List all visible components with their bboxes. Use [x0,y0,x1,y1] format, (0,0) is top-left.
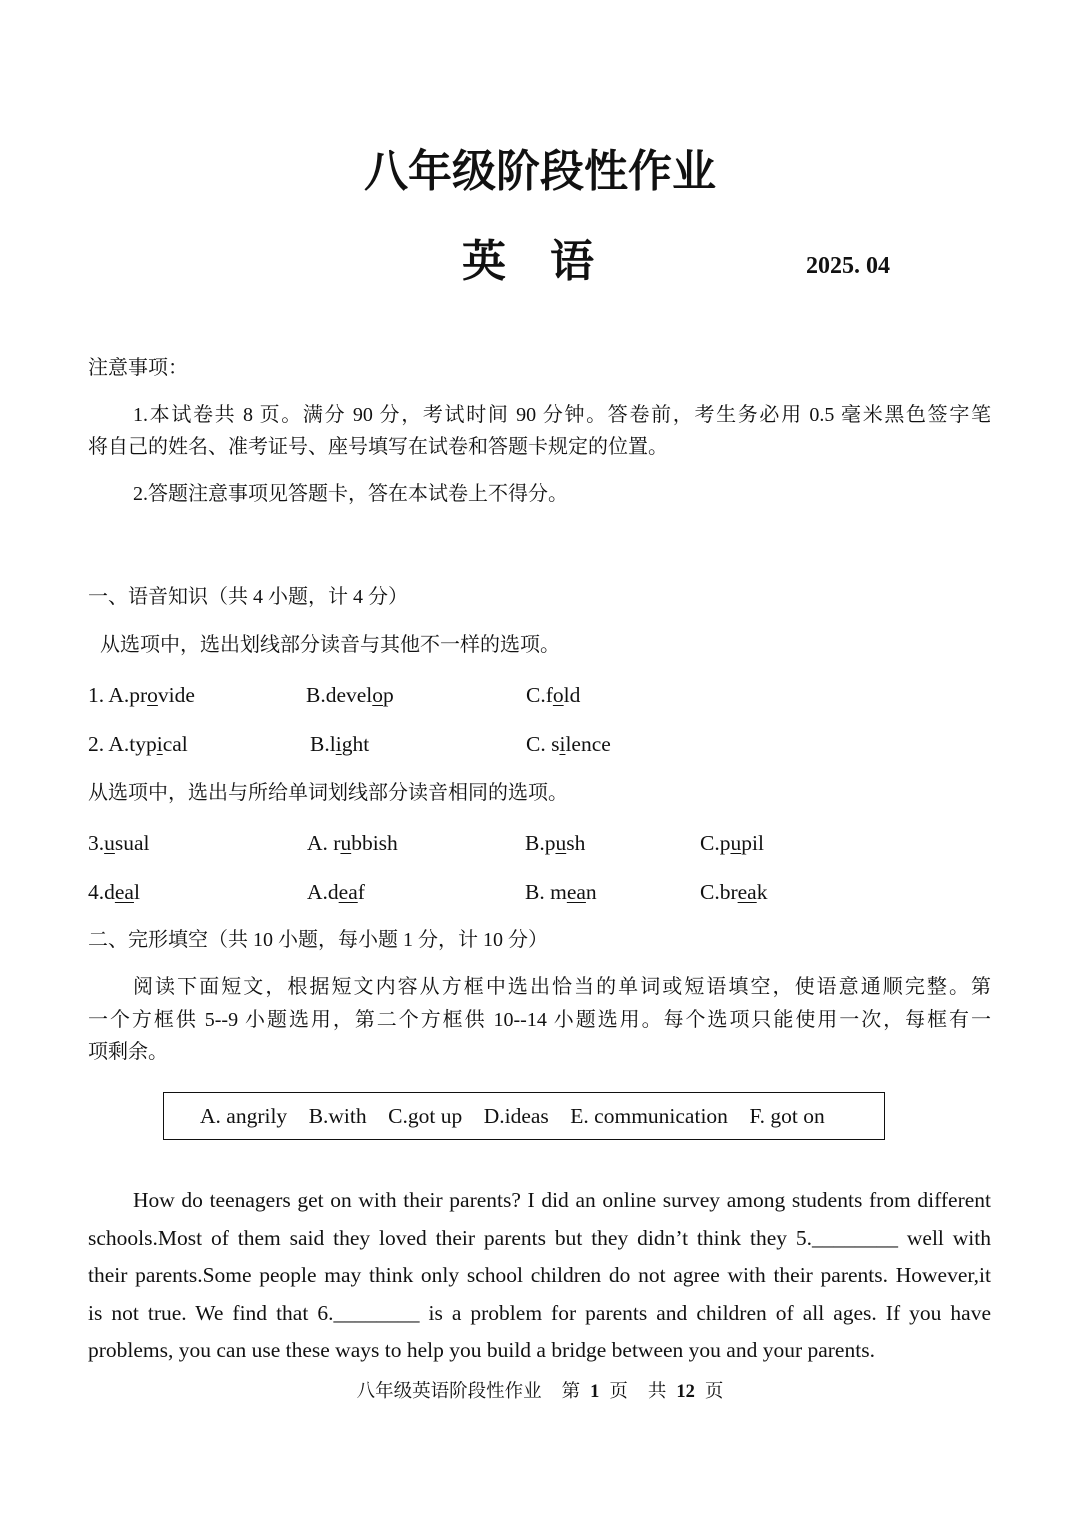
notice-item-1-line-2: 将自己的姓名、准考证号、座号填写在试卷和答题卡规定的位置。 [88,436,668,458]
question-3-option-c [700,831,764,855]
passage-line-5: problems, you can use these ways to help you build a bridge between you and your parents. [88,1338,875,1362]
underlined-letters: u [340,831,352,855]
option-text: A.typ [108,732,157,756]
passage-line-3: their parents.Some people may think only school children do not agree with their parents. However,it [88,1263,991,1287]
footer-title: 八年级英语阶段性作业 [356,1382,542,1402]
underlined-letters: i [559,732,566,756]
question-number: 3. [88,831,105,855]
option-text: B.p [525,831,556,855]
section-2-instruction-line-2: 一个方框供 5--9 小题选用，第二个方框供 10--14 小题选用。每个选项只能使用一次，每框有一 [88,1009,991,1031]
question-2-option-b [310,732,369,756]
option-text-end: lence [565,732,611,756]
question-number: 1. [88,683,105,707]
footer-page-prefix: 第 [561,1382,581,1402]
question-number: 4. [88,880,105,904]
question-4-option-b [525,880,597,904]
option-text-end: f [357,880,365,904]
option-text-end: p [383,683,394,707]
footer-total-suffix: 页 [704,1382,724,1402]
underlined-letters: o [552,683,564,707]
footer-total-pages: 12 [676,1382,695,1402]
option-text: C. s [526,732,560,756]
option-text: C.f [526,683,553,707]
question-1-option-a [88,683,195,707]
word-box-option-d: D.ideas [483,1103,549,1128]
underlined-letters: o [372,683,384,707]
word-box-option-a: A. angrily [200,1103,288,1128]
underlined-letters: ea [114,880,134,904]
underlined-letters: ea [566,880,586,904]
question-4-option-c [700,880,767,904]
option-text: B.devel [306,683,373,707]
option-text-end: cal [162,732,188,756]
option-text: B.l [310,732,336,756]
option-text: A.d [307,880,339,904]
passage-line-4: is not true. We find that 6.________ is a problem for parents and children of all ages. If you have [88,1301,991,1325]
question-4-option-a [307,880,365,904]
section-1-heading: 一、语音知识（共 4 小题，计 4 分） [88,586,408,608]
section-2-instruction-line-1: 阅读下面短文，根据短文内容从方框中选出恰当的单词或短语填空，使语意通顺完整。第 [133,976,991,998]
question-number: 2. [88,732,105,756]
question-1-option-c [526,683,580,707]
footer-page-suffix: 页 [609,1382,628,1402]
notice-item-2: 2.答题注意事项见答题卡，答在本试卷上不得分。 [133,483,568,505]
question-2-option-a [88,732,188,756]
underlined-letters: u [104,831,115,855]
underlined-letters: o [147,683,158,707]
option-text-end: pil [741,831,764,855]
underlined-letters: u [555,831,567,855]
section-1-instruction-2: 从选项中，选出与所给单词划线部分读音相同的选项。 [88,782,568,804]
question-1-row [0,683,1080,707]
underlined-letters: u [730,831,742,855]
passage-line-2: schools.Most of them said they loved their parents but they didn’t think they 5.________ well with [88,1226,991,1250]
underlined-letters: i [156,732,163,756]
question-2-row [0,732,1080,756]
word-box [163,1092,885,1140]
option-text-end: k [756,880,768,904]
option-text: B. m [525,880,567,904]
option-text-end: ld [563,683,581,707]
notice-item-1-line-1: 1.本试卷共 8 页。满分 90 分，考试时间 90 分钟。答卷前，考生务必用 0.5 毫米黑色签字笔 [133,404,991,426]
notice-heading: 注意事项： [88,357,188,379]
question-4-word [88,880,140,904]
exam-title: 八年级阶段性作业 [364,146,716,197]
option-text-end: vide [157,683,195,707]
question-2-option-c [526,732,611,756]
underlined-letters: ea [737,880,757,904]
option-text-end: ght [341,732,370,756]
option-text: A.pr [108,683,148,707]
exam-date: 2025. 04 [806,253,890,279]
footer-total-prefix: 共 [647,1382,667,1402]
option-text: A. r [307,831,341,855]
word-text-end: l [133,880,140,904]
passage-line-1: How do teenagers get on with their parents? I did an online survey among students from different [133,1188,991,1212]
question-3-option-b [525,831,585,855]
question-1-option-b [306,683,394,707]
underlined-letters: ea [338,880,358,904]
option-text: C.br [700,880,738,904]
question-3-option-a [307,831,398,855]
word-box-option-e: E. communication [570,1103,728,1128]
option-text: C.p [700,831,731,855]
word-box-option-b: B.with [308,1103,367,1128]
word-text-end: sual [114,831,150,855]
footer-page-number: 1 [590,1382,600,1402]
word-box-option-f: F. got on [749,1103,825,1128]
question-3-row [0,831,1080,855]
word-box-option-c: C.got up [388,1103,463,1128]
underlined-letters: i [335,732,342,756]
word-text: d [104,880,115,904]
section-1-instruction-1: 从选项中，选出划线部分读音与其他不一样的选项。 [100,634,560,656]
question-4-row [0,880,1080,904]
section-2-instruction-line-3: 项剩余。 [88,1041,168,1063]
option-text-end: n [585,880,597,904]
section-2-heading: 二、完形填空（共 10 小题，每小题 1 分，计 10 分） [88,929,548,951]
page-footer [0,1381,1080,1403]
subject-title: 英 语 [462,236,594,287]
question-3-word [88,831,150,855]
option-text-end: sh [566,831,586,855]
option-text-end: bbish [351,831,398,855]
